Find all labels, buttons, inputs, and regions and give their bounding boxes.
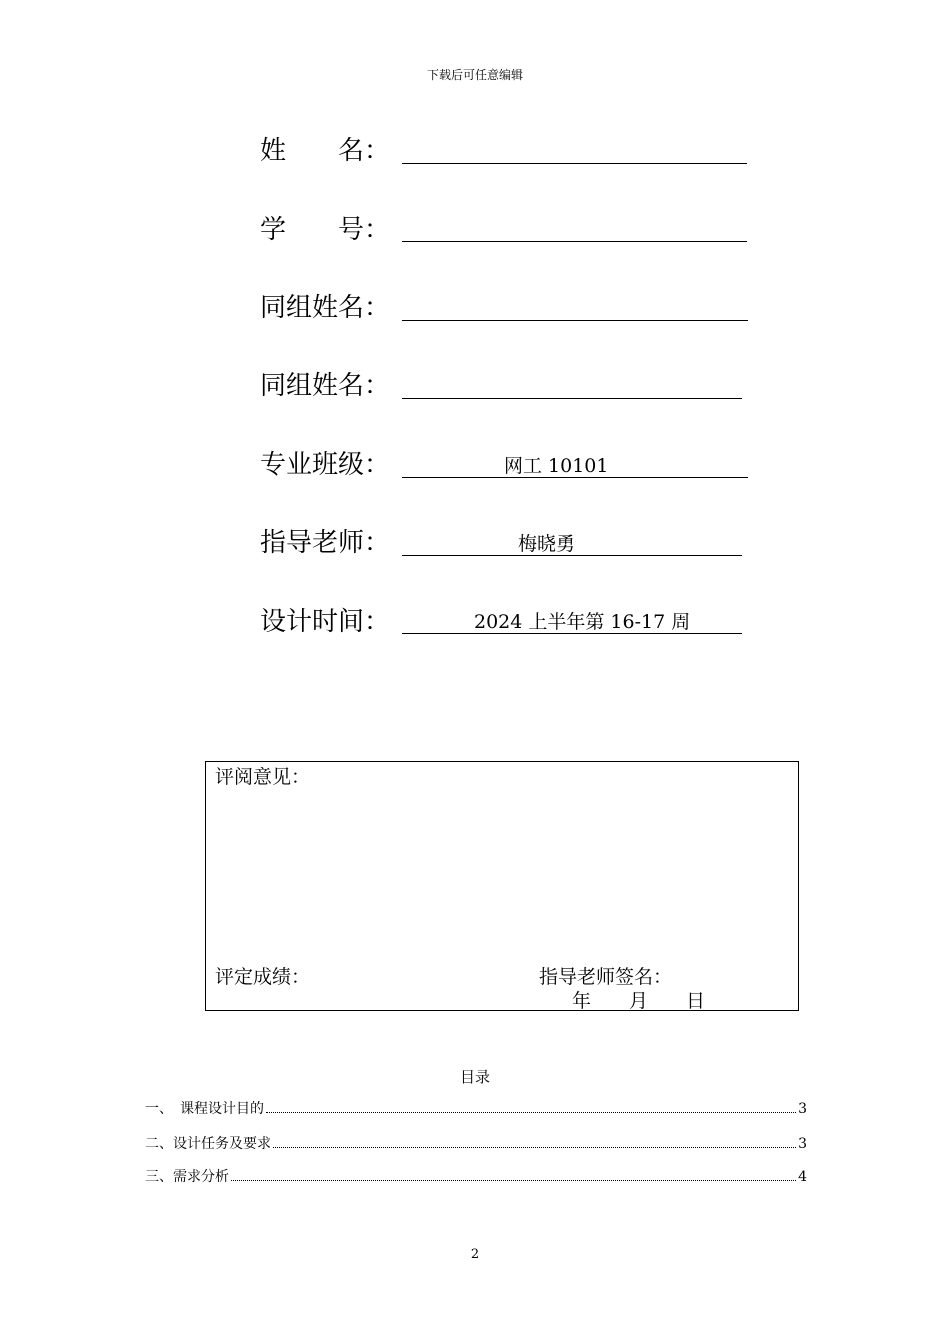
field-label-student-id: 学 号： bbox=[260, 215, 391, 245]
toc-item-page: 3 bbox=[798, 1101, 807, 1117]
field-line-design-time[interactable] bbox=[402, 603, 742, 634]
field-label-advisor: 指导老师： bbox=[260, 528, 391, 558]
toc-leader-dots bbox=[266, 1112, 796, 1113]
field-value-design-time: 2024 上半年第 16-17 周 bbox=[474, 611, 691, 633]
toc-item-label: 三、需求分析 bbox=[145, 1169, 229, 1185]
page-number: 2 bbox=[470, 1247, 480, 1262]
toc-item-label: 二、设计任务及要求 bbox=[145, 1136, 271, 1152]
toc-item-label: 一、 课程设计目的 bbox=[145, 1101, 264, 1117]
review-opinion-label: 评阅意见： bbox=[215, 766, 311, 788]
toc-leader-dots bbox=[273, 1147, 796, 1148]
field-line-group-name-2[interactable] bbox=[402, 368, 742, 399]
field-line-group-name-1[interactable] bbox=[402, 290, 748, 321]
field-label-name: 姓 名： bbox=[260, 136, 391, 166]
review-box bbox=[205, 761, 799, 1011]
field-label-group-name-2: 同组姓名： bbox=[260, 371, 391, 401]
review-date-label: 年 月 日 bbox=[572, 990, 706, 1012]
toc-item[interactable] bbox=[145, 1134, 807, 1154]
field-line-major-class[interactable] bbox=[402, 447, 748, 478]
field-line-name[interactable] bbox=[402, 133, 747, 164]
field-value-advisor: 梅晓勇 bbox=[518, 533, 576, 555]
toc-item-page: 3 bbox=[798, 1136, 807, 1152]
toc-item[interactable] bbox=[145, 1099, 807, 1119]
toc-item-page: 4 bbox=[798, 1169, 807, 1185]
field-label-major-class: 专业班级： bbox=[260, 450, 391, 480]
review-signature-label: 指导老师签名： bbox=[539, 966, 673, 988]
header-note: 下载后可任意编辑 bbox=[426, 68, 523, 82]
field-value-major-class: 网工 10101 bbox=[504, 455, 609, 477]
review-grade-label: 评定成绩： bbox=[215, 966, 311, 988]
toc-leader-dots bbox=[231, 1180, 796, 1181]
toc-title: 目录 bbox=[459, 1068, 490, 1086]
toc-item[interactable] bbox=[145, 1167, 807, 1187]
field-line-advisor[interactable] bbox=[402, 525, 742, 556]
field-label-group-name-1: 同组姓名： bbox=[260, 293, 391, 323]
field-label-design-time: 设计时间： bbox=[260, 607, 391, 637]
field-line-student-id[interactable] bbox=[402, 211, 747, 242]
